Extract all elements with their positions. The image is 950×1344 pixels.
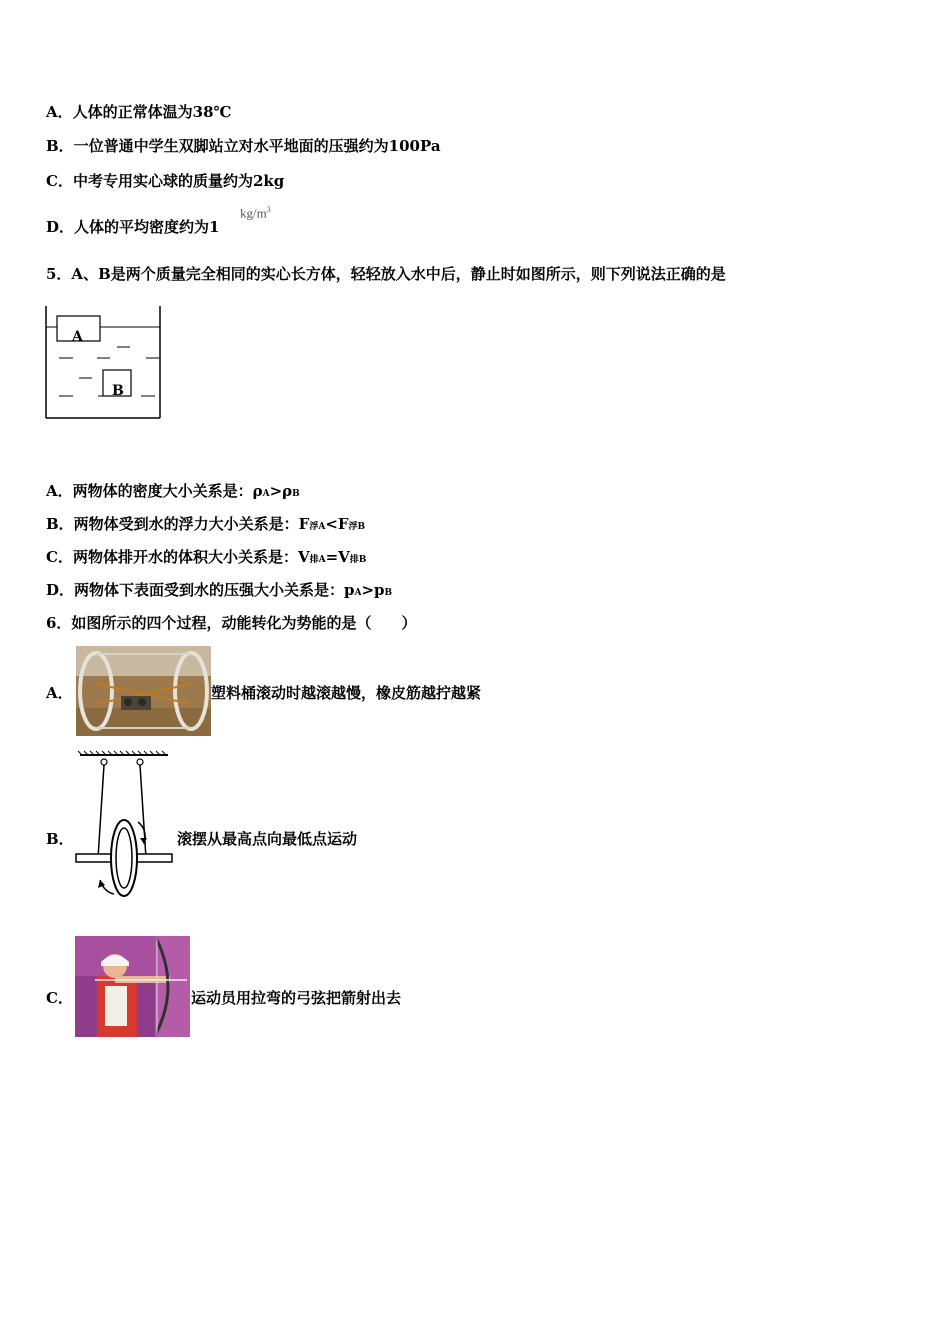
q5-stem: 5．A、B是两个质量完全相同的实心长方体，轻轻放入水中后，静止时如图所示，则下列说法正确的是 xyxy=(46,265,726,283)
block-a-label: A xyxy=(72,329,83,345)
q6-option-c-letter: C． xyxy=(46,989,73,1007)
q6-option-c-text: 运动员用拉弯的弓弦把箭射出去 xyxy=(191,989,402,1007)
q5-water-container-figure xyxy=(40,300,170,424)
q5-option-c: C．两物体排开水的体积大小关系是：V排A=V排B xyxy=(46,548,367,566)
block-b-label: B xyxy=(112,383,124,399)
q5-option-b: B．两物体受到水的浮力大小关系是：F浮A<F浮B xyxy=(46,515,366,533)
q5-option-a: A．两物体的密度大小关系是：ρA>ρB xyxy=(46,482,300,500)
q4-option-a: A．人体的正常体温为38℃ xyxy=(46,103,232,121)
archer-photo xyxy=(75,936,190,1037)
q6-option-a-text: 塑料桶滚动时越滚越慢，橡皮筋越拧越紧 xyxy=(211,684,482,702)
q6-option-b-letter: B． xyxy=(46,830,74,848)
q6-stem: 6．如图所示的四个过程，动能转化为势能的是（ ） xyxy=(46,614,417,632)
plastic-barrel-photo xyxy=(76,646,211,736)
q4-option-d-unit: $kg/m^3$ xyxy=(240,205,271,221)
q4-option-c: C．中考专用实心球的质量约为2kg xyxy=(46,172,285,190)
rolling-pendulum-diagram xyxy=(70,750,176,906)
q6-option-a-letter: A． xyxy=(46,684,73,702)
q4-option-d: D．人体的平均密度约为1 xyxy=(46,218,220,236)
q4-option-b: B．一位普通中学生双脚站立对水平地面的压强约为100Pa xyxy=(46,137,441,155)
q6-option-b-text: 滚摆从最高点向最低点运动 xyxy=(177,830,358,848)
q5-option-d: D．两物体下表面受到水的压强大小关系是：pA>pB xyxy=(46,581,393,599)
